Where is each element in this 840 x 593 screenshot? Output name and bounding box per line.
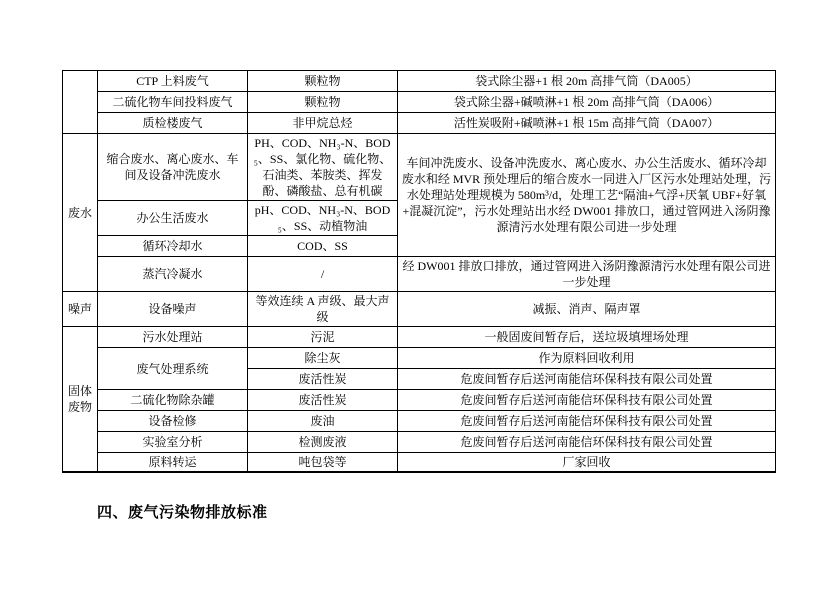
cell-measure: 危废间暂存后送河南能信环保科技有限公司处置 <box>398 432 776 453</box>
table-row <box>63 432 776 453</box>
cell-measure-condensate: 经 DW001 排放口排放，通过管网进入汤阴豫源清污水处理有限公司进一步处理 <box>398 257 776 292</box>
cell-source: 二硫化物车间投料废气 <box>98 92 248 113</box>
table-row <box>63 257 776 292</box>
cell-source: 缩合废水、离心废水、车间及设备冲洗废水 <box>98 134 248 201</box>
cell-measure: 危废间暂存后送河南能信环保科技有限公司处置 <box>398 411 776 432</box>
table-row <box>63 113 776 134</box>
cell-source: 二硫化物除杂罐 <box>98 390 248 411</box>
cell-pollutant: pH、COD、NH₃-N、BOD₅、SS、动植物油 <box>248 201 398 236</box>
table-row <box>63 92 776 113</box>
cell-source: 办公生活废水 <box>98 201 248 236</box>
cell-measure: 危废间暂存后送河南能信环保科技有限公司处置 <box>398 390 776 411</box>
cell-pollutant: 检测废液 <box>248 432 398 453</box>
table-row <box>63 292 776 327</box>
cell-measure: 作为原料回收利用 <box>398 348 776 369</box>
cell-category-gas <box>63 71 98 134</box>
cell-pollutant: 非甲烷总烃 <box>248 113 398 134</box>
cell-measure: 活性炭吸附+碱喷淋+1 根 15m 高排气筒（DA007） <box>398 113 776 134</box>
cell-pollutant: COD、SS <box>248 236 398 257</box>
cell-pollutant: 废活性炭 <box>248 390 398 411</box>
cell-pollutant: 吨包袋等 <box>248 453 398 473</box>
cell-source: 实验室分析 <box>98 432 248 453</box>
cell-source: 循环冷却水 <box>98 236 248 257</box>
cell-pollutant: 颗粒物 <box>248 71 398 92</box>
cell-measure-wastewater-main: 车间冲洗废水、设备冲洗废水、离心废水、办公生活废水、循环冷却废水和经 MVR 预处理后的缩合废水一同进入厂区污水处理站处理，污水处理站处理规模为 580m³/d，处理工艺“隔油+气浮+厌氧 UBF+好氧+混凝沉淀”，污水处理站出水经 DW001 排放口，通过管网进入汤阴豫源清污水处理有限公司进一步处理 <box>398 134 776 257</box>
cell-source: 原料转运 <box>98 453 248 473</box>
table-row <box>63 327 776 348</box>
cell-source: CTP 上料废气 <box>98 71 248 92</box>
cell-pollutant: 污泥 <box>248 327 398 348</box>
cell-source: 质检楼废气 <box>98 113 248 134</box>
table-row <box>63 411 776 432</box>
cell-pollutant: 颗粒物 <box>248 92 398 113</box>
cell-source: 蒸汽冷凝水 <box>98 257 248 292</box>
cell-pollutant: PH、COD、NH₃-N、BOD₅、SS、氯化物、硫化物、石油类、苯胺类、挥发酚、磷酸盐、总有机碳 <box>248 134 398 201</box>
table-row <box>63 348 776 369</box>
cell-measure: 一般固废间暂存后，送垃圾填埋场处理 <box>398 327 776 348</box>
cell-source: 废气处理系统 <box>98 348 248 390</box>
cell-category-solid-waste: 固体废物 <box>63 327 98 473</box>
cell-category-noise: 噪声 <box>63 292 98 327</box>
pollutant-treatment-table <box>62 70 776 473</box>
cell-source: 污水处理站 <box>98 327 248 348</box>
cell-measure: 袋式除尘器+碱喷淋+1 根 20m 高排气筒（DA006） <box>398 92 776 113</box>
cell-pollutant: 等效连续 A 声级、最大声级 <box>248 292 398 327</box>
cell-pollutant: 废活性炭 <box>248 369 398 390</box>
cell-pollutant: 废油 <box>248 411 398 432</box>
section-heading: 四、废气污染物排放标准 <box>97 505 268 521</box>
cell-measure: 危废间暂存后送河南能信环保科技有限公司处置 <box>398 369 776 390</box>
table-row <box>63 390 776 411</box>
table-row <box>63 453 776 473</box>
table-row <box>63 134 776 201</box>
cell-source: 设备检修 <box>98 411 248 432</box>
cell-pollutant: / <box>248 257 398 292</box>
cell-category-wastewater: 废水 <box>63 134 98 292</box>
table-row <box>63 71 776 92</box>
cell-measure: 袋式除尘器+1 根 20m 高排气筒（DA005） <box>398 71 776 92</box>
cell-measure: 厂家回收 <box>398 453 776 473</box>
cell-measure: 减振、消声、隔声罩 <box>398 292 776 327</box>
cell-pollutant: 除尘灰 <box>248 348 398 369</box>
cell-source: 设备噪声 <box>98 292 248 327</box>
